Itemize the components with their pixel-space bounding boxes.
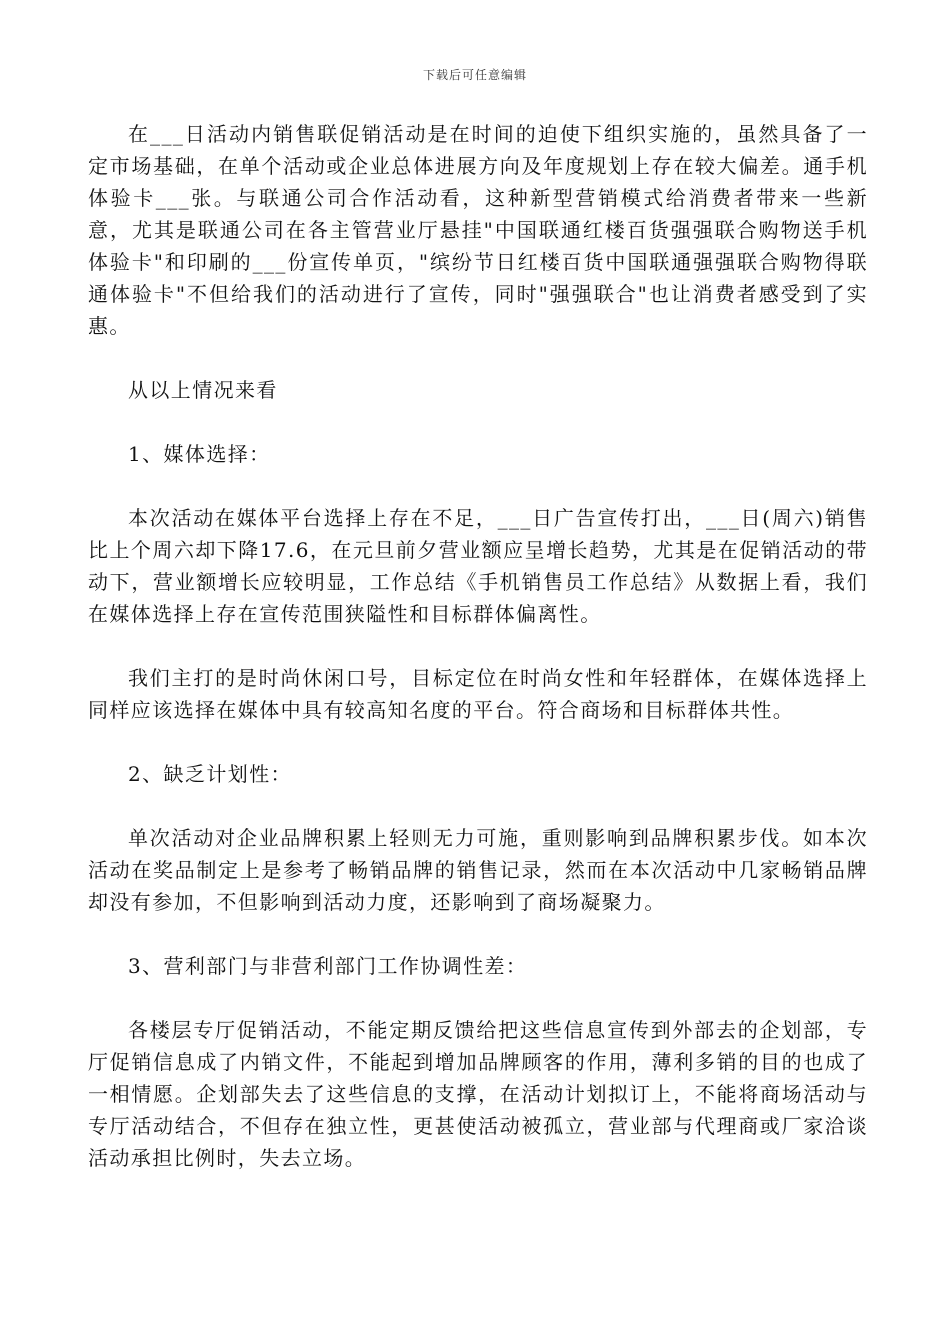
paragraph-summary-lead: 从以上情况来看 (128, 378, 278, 402)
section-heading-coordination: 3、营利部门与非营利部门工作协调性差： (128, 954, 528, 978)
page-header: 下载后可任意编辑 (422, 68, 527, 82)
document-body (88, 118, 868, 1174)
paragraph-intro: 在___日活动内销售联促销活动是在时间的迫使下组织实施的，虽然具备了一定市场基础，在单个活动或企业总体进展方向及年度规划上存在较大偏差。通手机体验卡___张。与联通公司合作活动看，这种新型营销模式给消费者带来一些新意，尤其是联通公司在各主管营业厅悬挂"中国联通红楼百货强强联合购物送手机体验卡"和印刷的___份宣传单页，"缤纷节日红楼百货中国联通强强联合购物得联通体验卡"不但给我们的活动进行了宣传，同时"强强联合"也让消费者感受到了实惠。 (88, 122, 868, 338)
paragraph-planning: 单次活动对企业品牌积累上轻则无力可施，重则影响到品牌积累步伐。如本次活动在奖品制定上是参考了畅销品牌的销售记录，然而在本次活动中几家畅销品牌却没有参加，不但影响到活动力度，还影响到了商场凝聚力。 (88, 826, 868, 914)
section-heading-media: 1、媒体选择： (128, 442, 271, 466)
section-heading-planning: 2、缺乏计划性： (128, 762, 292, 786)
paragraph-media-2: 我们主打的是时尚休闲口号，目标定位在时尚女性和年轻群体，在媒体选择上同样应该选择在媒体中具有较高知名度的平台。符合商场和目标群体共性。 (88, 666, 868, 722)
paragraph-media-1: 本次活动在媒体平台选择上存在不足，___日广告宣传打出，___日(周六)销售比上个周六却下降17.6，在元旦前夕营业额应呈增长趋势，尤其是在促销活动的带动下，营业额增长应较明显，工作总结《手机销售员工作总结》从数据上看，我们在媒体选择上存在宣传范围狭隘性和目标群体偏离性。 (88, 506, 868, 626)
paragraph-coordination: 各楼层专厅促销活动，不能定期反馈给把这些信息宣传到外部去的企划部，专厅促销信息成了内销文件，不能起到增加品牌顾客的作用，薄利多销的目的也成了一相情愿。企划部失去了这些信息的支撑，在活动计划拟订上，不能将商场活动与专厅活动结合，不但存在独立性，更甚使活动被孤立，营业部与代理商或厂家洽谈活动承担比例时，失去立场。 (88, 1018, 868, 1170)
